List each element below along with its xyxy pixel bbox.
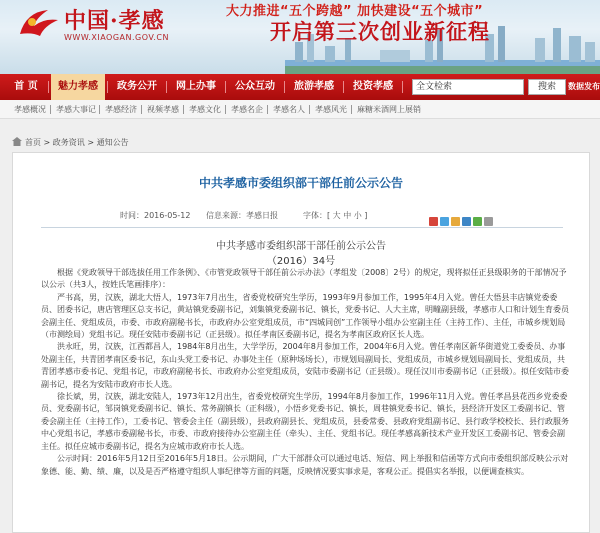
subnav-divider [351, 105, 352, 114]
nav-divider [107, 81, 108, 93]
subnav-divider [309, 105, 310, 114]
share-qzone-icon[interactable] [451, 217, 460, 226]
subnav-item[interactable]: 孝感概况 [14, 105, 46, 114]
search-button[interactable]: 搜索 [528, 79, 566, 95]
document-title: 中共孝感市委组织部干部任前公示公告 [216, 241, 386, 252]
subnav-divider [50, 105, 51, 114]
share-more-icon[interactable] [484, 217, 493, 226]
logo-icon [14, 4, 64, 44]
nav-divider [284, 81, 285, 93]
document-number: （2016）34号 [266, 256, 336, 267]
slogan-line-1: 大力推进“五个跨越” 加快建设“五个城市” [226, 4, 484, 19]
site-logo-text[interactable]: 中国·孝感 [64, 8, 165, 34]
nav-item-home[interactable]: 首 页 [14, 81, 38, 92]
slogan-line-2: 开启第三次创业新征程 [270, 20, 490, 44]
nav-item-tourism[interactable]: 旅游孝感 [294, 81, 334, 92]
share-wechat-icon[interactable] [473, 217, 482, 226]
sub-nav [0, 100, 600, 119]
nav-divider [402, 81, 403, 93]
nav-item-charm-xiaogan[interactable]: 魅力孝感 [51, 74, 105, 100]
subnav-item[interactable]: 孝感大事记 [56, 105, 96, 114]
share-buttons [429, 211, 503, 221]
home-icon [12, 137, 22, 146]
search-input[interactable]: 全文检索 [412, 79, 524, 95]
divider [41, 227, 563, 228]
nav-item-government-affairs[interactable]: 政务公开 [117, 81, 157, 92]
subnav-divider [267, 105, 268, 114]
main-nav [0, 74, 600, 100]
subnav-item[interactable]: 孝感风光 [315, 105, 347, 114]
nav-item-public-interaction[interactable]: 公众互动 [235, 81, 275, 92]
subnav-divider [99, 105, 100, 114]
article-card [12, 152, 590, 533]
nav-divider [343, 81, 344, 93]
nav-item-data-release[interactable]: 数据发布 [568, 82, 600, 91]
nav-item-investment[interactable]: 投资孝感 [353, 81, 393, 92]
nav-divider [225, 81, 226, 93]
article-paragraph: 公示时间：2016年5月12日至2016年5月18日。公示期间，广大干部群众可以通过电话、短信、网上举报和信函等方式向市委组织部反映公示对象德、能、勤、绩、廉，以及是否严格遵守组织人事纪律等方面的问题，反映情况要实事求是，客观公正。提倡实名举报，以便调查核实。 [41, 454, 569, 476]
publish-time: 时间：2016-05-12 [120, 211, 191, 220]
subnav-item[interactable]: 孝感名人 [273, 105, 305, 114]
subnav-divider [141, 105, 142, 114]
site-url: WWW.XIAOGAN.GOV.CN [64, 33, 169, 42]
nav-item-online-services[interactable]: 网上办事 [176, 81, 216, 92]
share-tencent-icon[interactable] [462, 217, 471, 226]
article-paragraph: 严书高，男，汉族，湖北大悟人，1973年7月出生，省委党校研究生学历，1993年9月参加工作，1995年4月入党。曾任大悟县丰店镇党委委员、团委书记，唐店管理区总支书记，黄站镇党委副书记，刘集镇党委副书记、镇长，党委书记、人大主席，明疃副县级，孝感市人口和计划生育委员会副主任、党组成员，市委、市政府副秘书长，市政府办公室党组成员，市“四城同创”工作领导小组办公室副主任（主持工作）、主任，市城乡规划局（市测绘局）党组书记。现任安陆市委副书记（正县级）。拟任孝南区委副书记，提名为孝南区政府区长人选。 [41, 292, 569, 340]
nav-divider [48, 81, 49, 93]
info-source: 信息来源：孝感日报 [206, 211, 278, 220]
subnav-item[interactable]: 孝感文化 [189, 105, 221, 114]
site-banner [0, 0, 600, 74]
breadcrumb-text[interactable]: 首页 > 政务资讯 > 通知公告 [25, 138, 129, 147]
article-body [41, 267, 571, 478]
subnav-item[interactable]: 麻糖米酒网上展销 [357, 105, 421, 114]
subnav-item[interactable]: 孝感经济 [105, 105, 137, 114]
font-size-control[interactable]: 字体：[ 大 中 小 ] [303, 211, 368, 220]
breadcrumb [12, 136, 590, 150]
share-weibo-icon[interactable] [429, 217, 438, 226]
subnav-divider [183, 105, 184, 114]
article-paragraph: 洪永旺，男，汉族，江西都昌人，1984年8月出生，大学学历，2004年8月参加工作，2004年6月入党。曾任孝南区新华街道党工委委员、办事处副主任，共青团孝南区委书记，东山头党工委书记、办事处主任（原种场场长），市规划局副局长、党组成员，市城乡规划局副局长、党组成员，共青团孝感市委书记、党组书记，市政府副秘书长、市政府办公室党组成员，安陆市委副书记（正县级）。现任汉川市委副书记（正县级）。拟任安陆市委副书记，提名为安陆市政府市长人选。 [41, 342, 569, 389]
nav-divider [166, 81, 167, 93]
article-title: 中共孝感市委组织部干部任前公示公告 [198, 176, 403, 190]
subnav-item[interactable]: 孝感名企 [231, 105, 263, 114]
article-paragraph: 根据《党政领导干部选拔任用工作条例》、《市管党政领导干部任前公示办法》（孝组发〔2008〕2号）的规定，现将拟任正县级职务的干部情况予以公示（共3人，按姓氏笔画排序）： [41, 268, 567, 290]
article-paragraph: 徐长斌，男，汉族，湖北安陆人，1973年12月出生，省委党校研究生学历，1994年8月参加工作，1996年11月入党。曾任孝昌县花西乡党委委员、党委副书记，邹岗镇党委副书记、镇长、常务副镇长（正科级），小悟乡党委书记、镇长，周巷镇党委书记、镇长，县经济开发区工委副书记、管委会副主任（主持工作），工委书记、管委会主任（副县级），县政府副县长、党组成员，县委常委、县政府党组副书记、县行政学校校长、县行政服务中心党组书记，孝感市委副秘书长，市委、市政府接待办公室副主任（牵头）、主任、党组书记。现任孝感高新技术产业开发区工委副书记、管委会副主任。拟任应城市委副书记，提名为应城市政府市长人选。 [41, 392, 569, 451]
share-qq-icon[interactable] [440, 217, 449, 226]
subnav-divider [225, 105, 226, 114]
subnav-item[interactable]: 视频孝感 [147, 105, 179, 114]
